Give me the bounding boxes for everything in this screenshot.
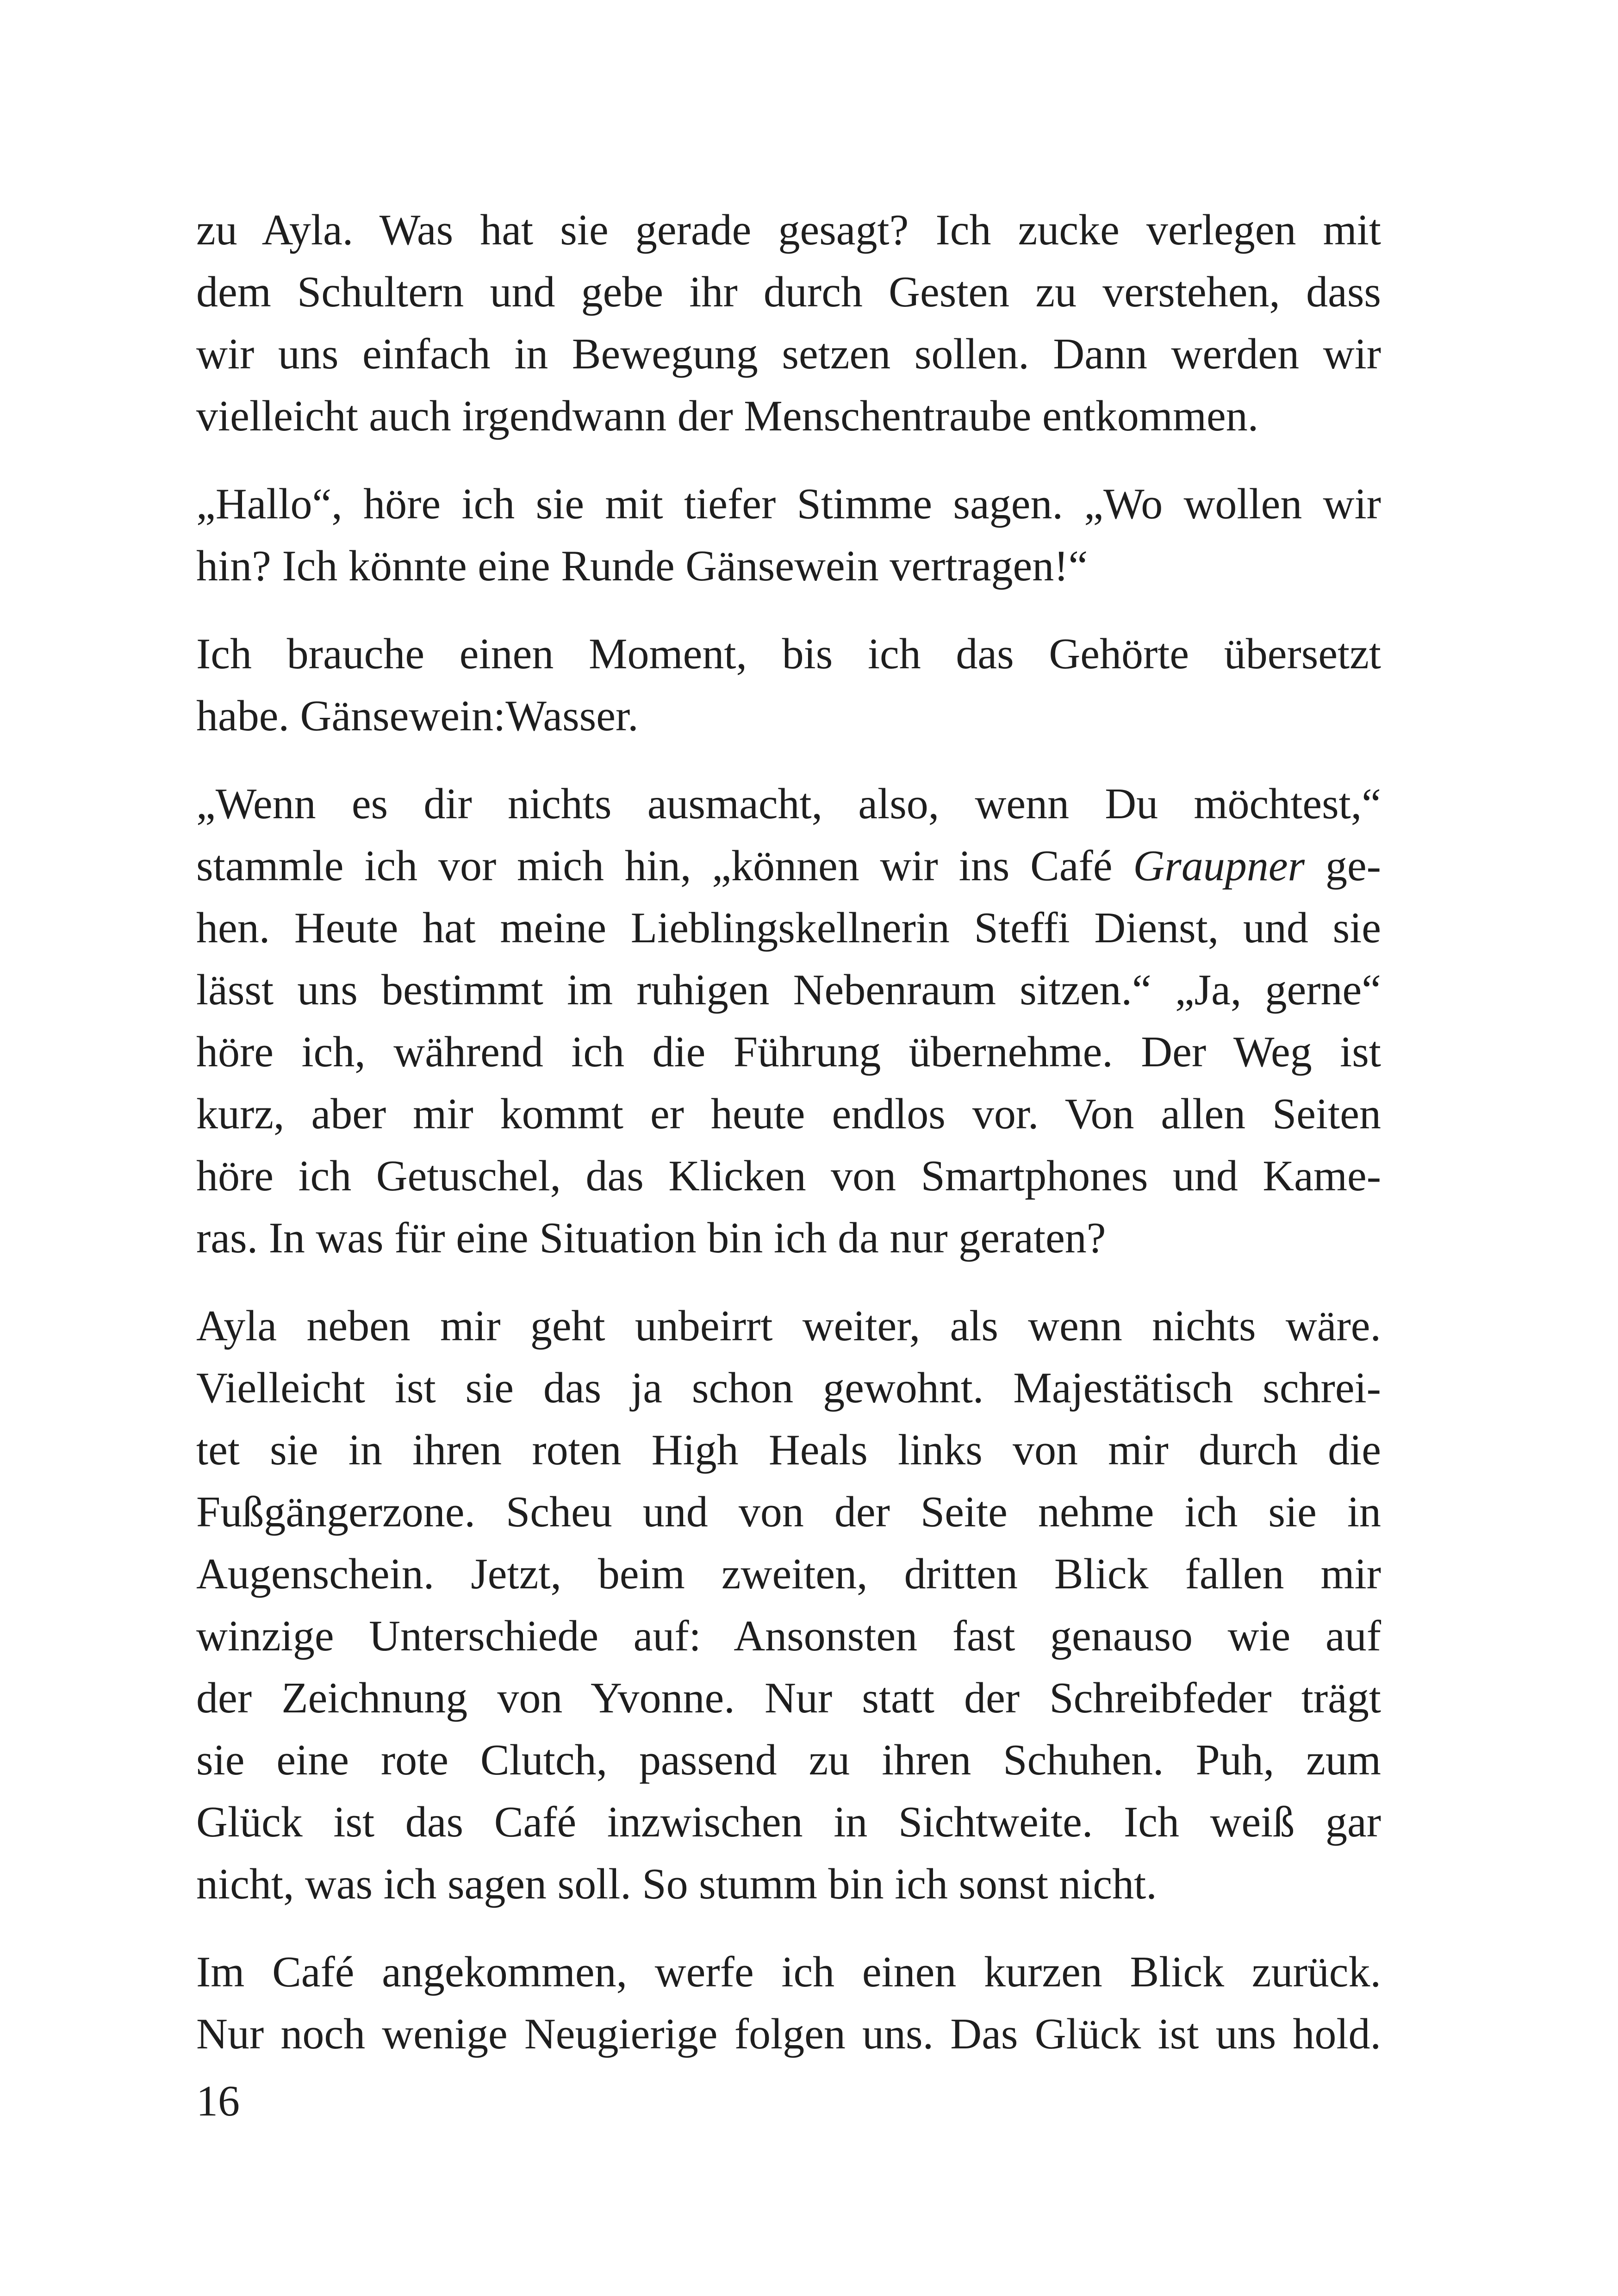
- page-number: 16: [196, 2077, 240, 2125]
- text-line: zu Ayla. Was hat sie gerade gesagt? Ich zucke verlegen mit: [196, 206, 1381, 254]
- text-line: Ayla neben mir geht unbeirrt weiter, als wenn nichts wäre.: [196, 1302, 1381, 1350]
- text-line: dem Schultern und gebe ihr durch Gesten zu verstehen, dass: [196, 268, 1381, 316]
- text-line: wir uns einfach in Bewegung setzen sollen. Dann werden wir: [196, 330, 1381, 378]
- paragraph-3: [196, 623, 1381, 747]
- paragraph-1: [196, 199, 1381, 447]
- text-line-with-italic: [196, 835, 1381, 897]
- text-segment: stammle ich vor mich hin, „können wir ins Café: [196, 842, 1133, 890]
- text-line: „Hallo“, höre ich sie mit tiefer Stimme sagen. „Wo wollen wir: [196, 480, 1381, 528]
- text-line: hin? Ich könnte eine Runde Gänsewein vertragen!“: [196, 542, 1088, 590]
- text-line: nicht, was ich sagen soll. So stumm bin ich sonst nicht.: [196, 1860, 1157, 1908]
- paragraph-2: [196, 473, 1381, 597]
- text-line: lässt uns bestimmt im ruhigen Nebenraum sitzen.“ „Ja, gerne“: [196, 966, 1381, 1014]
- text-line: Fußgängerzone. Scheu und von der Seite nehme ich sie in: [196, 1488, 1381, 1536]
- text-line: „Wenn es dir nichts ausmacht, also, wenn Du möchtest,“: [196, 780, 1381, 828]
- text-line: Nur noch wenige Neugierige folgen uns. Das Glück ist uns hold.: [196, 2010, 1381, 2058]
- text-line: der Zeichnung von Yvonne. Nur statt der Schreibfeder trägt: [196, 1674, 1381, 1722]
- cafe-name-italic: Graupner: [1133, 842, 1305, 890]
- text-line: winzige Unterschiede auf: Ansonsten fast genauso wie auf: [196, 1612, 1381, 1660]
- text-line: Ich brauche einen Moment, bis ich das Gehörte übersetzt: [196, 630, 1381, 678]
- text-line: ras. In was für eine Situation bin ich da nur geraten?: [196, 1214, 1106, 1262]
- text-line: Glück ist das Café inzwischen in Sichtweite. Ich weiß gar: [196, 1798, 1381, 1846]
- body-text: [196, 199, 1381, 2091]
- text-line: Im Café angekommen, werfe ich einen kurzen Blick zurück.: [196, 1948, 1381, 1996]
- text-line: habe. Gänsewein:Wasser.: [196, 692, 639, 740]
- text-line: Augenschein. Jetzt, beim zweiten, dritten Blick fallen mir: [196, 1550, 1381, 1598]
- text-segment: ge-: [1305, 842, 1381, 890]
- text-line: höre ich, während ich die Führung übernehme. Der Weg ist: [196, 1028, 1381, 1076]
- text-line: hen. Heute hat meine Lieblingskellnerin Steffi Dienst, und sie: [196, 904, 1381, 952]
- paragraph-5: [196, 1295, 1381, 1915]
- text-line: höre ich Getuschel, das Klicken von Smartphones und Kame-: [196, 1152, 1381, 1200]
- text-line: Vielleicht ist sie das ja schon gewohnt. Majestätisch schrei-: [196, 1364, 1381, 1412]
- paragraph-4: [196, 773, 1381, 1269]
- text-line: kurz, aber mir kommt er heute endlos vor. Von allen Seiten: [196, 1090, 1381, 1138]
- text-line: sie eine rote Clutch, passend zu ihren Schuhen. Puh, zum: [196, 1736, 1381, 1784]
- text-line: tet sie in ihren roten High Heals links von mir durch die: [196, 1426, 1381, 1474]
- paragraph-6: [196, 1941, 1381, 2065]
- text-line: vielleicht auch irgendwann der Menschentraube entkommen.: [196, 392, 1259, 440]
